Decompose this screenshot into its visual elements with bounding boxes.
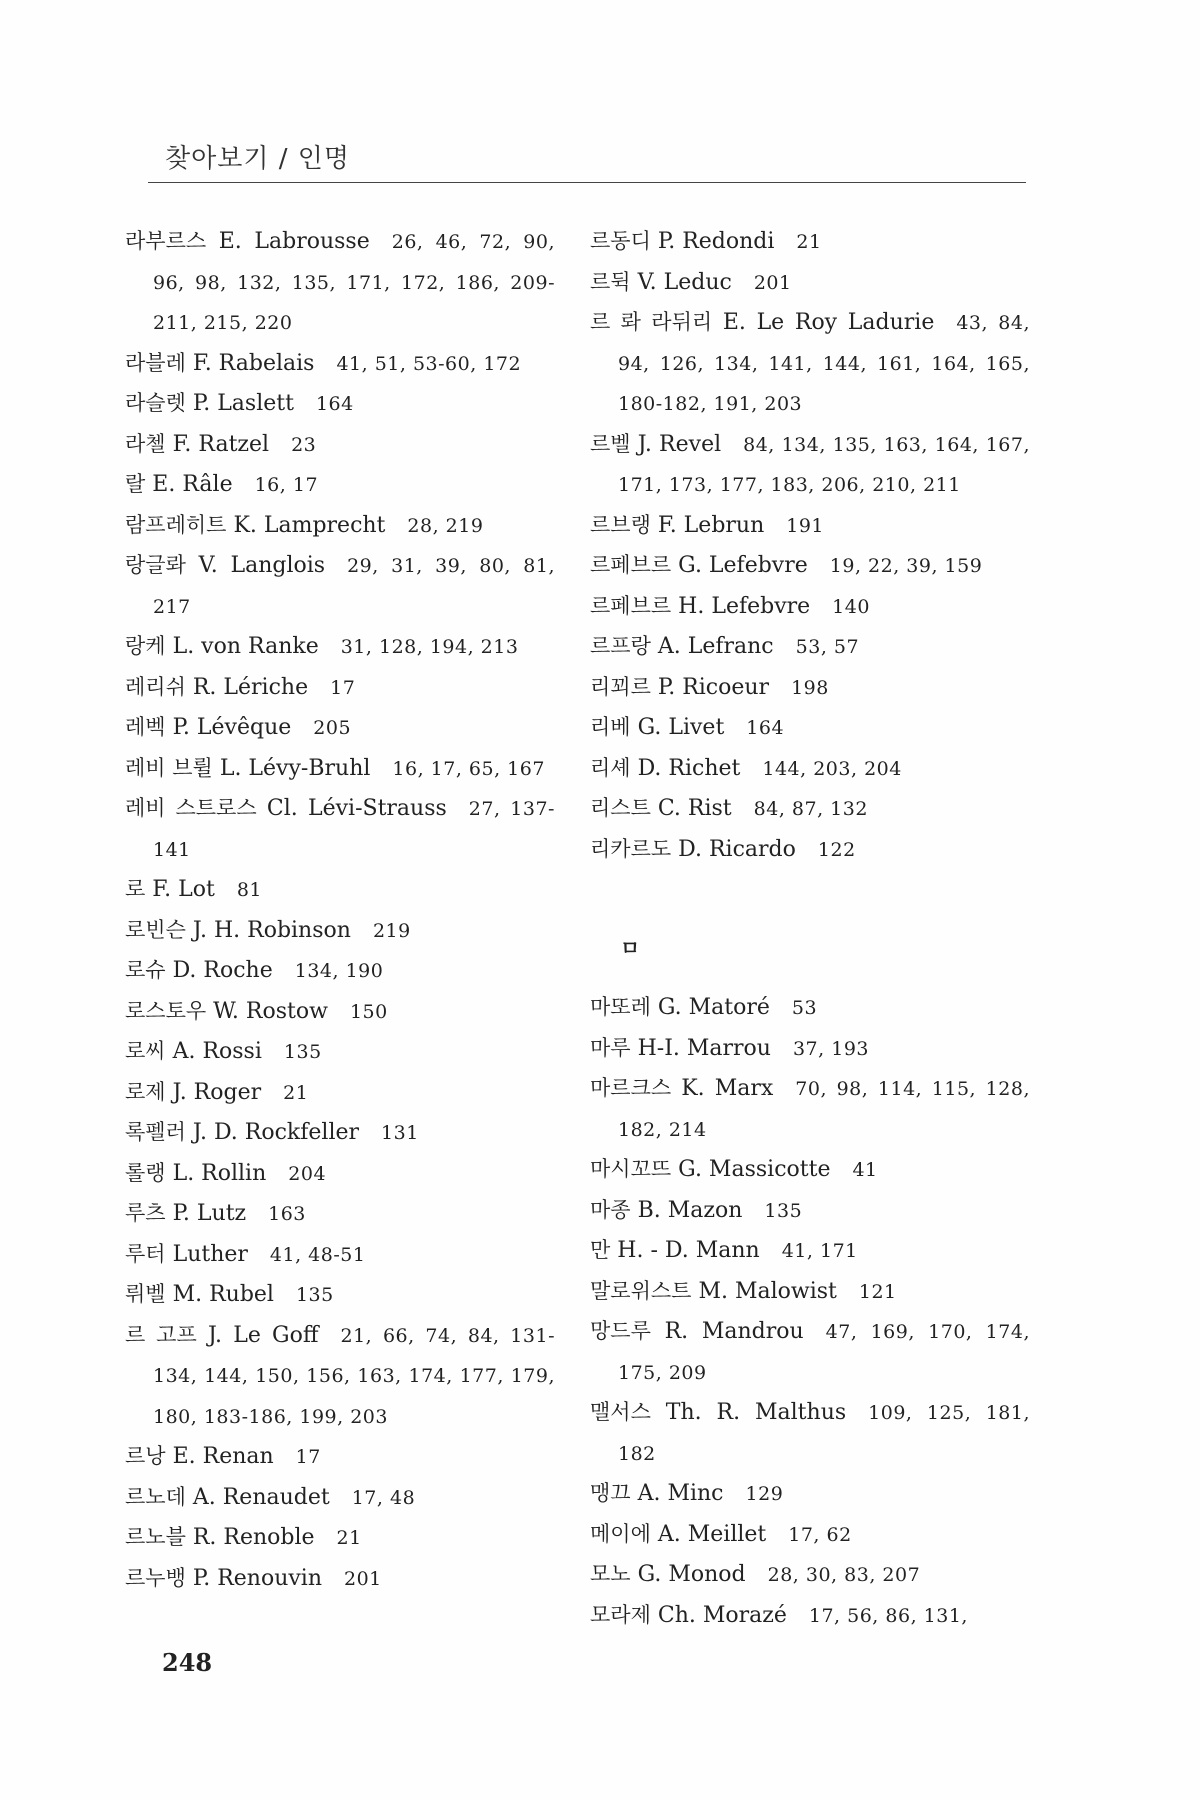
entry-original-name: L. Lévy-Bruhl bbox=[219, 755, 371, 781]
entry-page-refs: 21 bbox=[283, 1081, 309, 1104]
entry-korean-name: 마종 bbox=[590, 1197, 631, 1222]
entry-original-name: H-I. Marrou bbox=[637, 1035, 771, 1061]
index-entry bbox=[590, 506, 1030, 547]
entry-page-refs: 26, 46, 72, 90, 96, 98, 132, 135, 171, 172, 186, 209-211, 215, 220 bbox=[153, 231, 555, 334]
index-entry bbox=[590, 1150, 1030, 1191]
entry-page-refs: 53, 57 bbox=[795, 636, 860, 658]
entry-page-refs: 144, 203, 204 bbox=[762, 757, 902, 780]
entry-page-refs: 135 bbox=[295, 1284, 334, 1306]
entry-original-name: V. Langlois bbox=[198, 553, 326, 578]
entry-korean-name: 마또레 bbox=[590, 995, 651, 1019]
entry-page-refs: 53 bbox=[791, 997, 818, 1019]
entry-page-refs: 129 bbox=[745, 1483, 784, 1505]
index-entry bbox=[590, 1393, 1030, 1474]
entry-korean-name: 리베 bbox=[590, 715, 631, 739]
entry-page-refs: 21 bbox=[336, 1527, 362, 1549]
entry-page-refs: 41 bbox=[852, 1159, 878, 1181]
index-entry bbox=[125, 789, 555, 870]
entry-korean-name: 모라제 bbox=[590, 1602, 651, 1627]
entry-korean-name: 르동디 bbox=[590, 229, 651, 253]
entry-korean-name: 맬서스 bbox=[590, 1400, 651, 1424]
entry-original-name: P. Redondi bbox=[657, 229, 775, 254]
entry-page-refs: 140 bbox=[832, 595, 870, 618]
entry-korean-name: 로스토우 bbox=[125, 998, 207, 1023]
entry-original-name: Th. R. Malthus bbox=[665, 1400, 847, 1425]
index-entry bbox=[590, 303, 1030, 425]
index-entry bbox=[590, 708, 1030, 749]
entry-korean-name: 랄 bbox=[125, 472, 146, 496]
index-entry bbox=[125, 384, 555, 425]
index-entry bbox=[125, 1518, 555, 1559]
entry-page-refs: 164 bbox=[315, 393, 354, 415]
entry-page-refs: 41, 48-51 bbox=[269, 1243, 366, 1266]
index-entry bbox=[590, 546, 1030, 587]
entry-korean-name: 라첼 bbox=[125, 431, 166, 456]
index-entry bbox=[125, 1032, 555, 1073]
index-entry bbox=[125, 222, 555, 344]
index-entry bbox=[125, 627, 555, 668]
entry-original-name: A. Lefranc bbox=[657, 634, 774, 659]
entry-page-refs: 23 bbox=[291, 433, 317, 456]
index-entry bbox=[125, 870, 555, 911]
entry-page-refs: 16, 17 bbox=[254, 474, 319, 496]
entry-original-name: P. Renouvin bbox=[192, 1565, 322, 1591]
entry-page-refs: 27, 137-141 bbox=[153, 798, 555, 861]
entry-korean-name: 마루 bbox=[590, 1035, 631, 1060]
entry-korean-name: 르 롸 라뒤리 bbox=[590, 310, 713, 334]
entry-original-name: Cl. Lévi-Strauss bbox=[266, 796, 447, 821]
index-entry bbox=[125, 1073, 555, 1114]
entry-korean-name: 르낭 bbox=[125, 1444, 166, 1468]
index-entry bbox=[590, 1272, 1030, 1313]
index-entry bbox=[125, 465, 555, 506]
index-entry bbox=[125, 546, 555, 627]
entry-original-name: P. Laslett bbox=[192, 391, 294, 416]
entry-original-name: W. Rostow bbox=[213, 998, 328, 1024]
entry-original-name: A. Meillet bbox=[657, 1521, 767, 1547]
entry-korean-name: 르페브르 bbox=[590, 593, 672, 618]
index-entry bbox=[125, 1154, 555, 1195]
index-entry bbox=[125, 1478, 555, 1519]
entry-korean-name: 레벡 bbox=[125, 715, 166, 739]
index-entry bbox=[590, 1191, 1030, 1232]
entry-original-name: R. Renoble bbox=[192, 1525, 315, 1550]
entry-page-refs: 84, 134, 135, 163, 164, 167, 171, 173, 177, 183, 206, 210, 211 bbox=[618, 433, 1030, 496]
index-entry bbox=[125, 1194, 555, 1235]
index-entry bbox=[590, 425, 1030, 506]
entry-page-refs: 219 bbox=[372, 919, 411, 942]
entry-page-refs: 204 bbox=[288, 1162, 327, 1185]
entry-original-name: J. Le Goff bbox=[207, 1322, 319, 1348]
entry-original-name: Luther bbox=[172, 1241, 248, 1267]
entry-korean-name: 라부르스 bbox=[125, 229, 207, 253]
entry-korean-name: 뤼벨 bbox=[125, 1282, 166, 1306]
entry-korean-name: 라블레 bbox=[125, 350, 186, 375]
entry-korean-name: 레리쉬 bbox=[125, 674, 186, 699]
entry-korean-name: 로 bbox=[125, 877, 146, 901]
index-entry bbox=[590, 1312, 1030, 1393]
entry-page-refs: 19, 22, 39, 159 bbox=[829, 555, 983, 577]
entry-original-name: D. Ricardo bbox=[678, 836, 796, 862]
entry-page-refs: 31, 128, 194, 213 bbox=[340, 636, 519, 658]
entry-korean-name: 르브랭 bbox=[590, 512, 651, 537]
entry-original-name: M. Malowist bbox=[698, 1278, 837, 1304]
entry-original-name: C. Rist bbox=[657, 796, 732, 821]
entry-original-name: M. Rubel bbox=[172, 1282, 274, 1307]
page-title: 찾아보기 / 인명 bbox=[165, 144, 350, 174]
index-entry bbox=[590, 1474, 1030, 1515]
entry-original-name: L. Rollin bbox=[172, 1160, 267, 1186]
entry-korean-name: 록펠러 bbox=[125, 1120, 186, 1144]
entry-korean-name: 르뒥 bbox=[590, 269, 631, 294]
entry-page-refs: 164 bbox=[746, 717, 785, 739]
entry-korean-name: 리꾀르 bbox=[590, 674, 651, 699]
entry-korean-name: 르페브르 bbox=[590, 553, 672, 577]
index-entry bbox=[125, 1559, 555, 1600]
entry-korean-name: 르노블 bbox=[125, 1525, 186, 1549]
entry-page-refs: 150 bbox=[349, 1000, 388, 1023]
index-group-r bbox=[590, 222, 1030, 870]
index-entry bbox=[590, 587, 1030, 628]
index-group-m bbox=[590, 988, 1030, 1636]
page-number: 248 bbox=[162, 1648, 213, 1677]
entry-korean-name: 레비 스트로스 bbox=[125, 796, 257, 820]
entry-page-refs: 201 bbox=[344, 1567, 382, 1590]
entry-korean-name: 마시꼬뜨 bbox=[590, 1157, 672, 1181]
entry-original-name: J. D. Rockfeller bbox=[192, 1120, 360, 1145]
index-entry bbox=[590, 988, 1030, 1029]
entry-original-name: J. Roger bbox=[172, 1079, 262, 1105]
index-entry bbox=[590, 1029, 1030, 1070]
entry-page-refs: 84, 87, 132 bbox=[753, 798, 868, 820]
index-column-left bbox=[125, 222, 555, 1599]
entry-original-name: A. Minc bbox=[637, 1481, 724, 1506]
index-entry bbox=[590, 1231, 1030, 1272]
entry-original-name: K. Marx bbox=[681, 1076, 774, 1101]
entry-page-refs: 16, 17, 65, 167 bbox=[392, 757, 545, 780]
entry-page-refs: 198 bbox=[791, 676, 829, 699]
index-entry bbox=[590, 263, 1030, 304]
entry-korean-name: 메이에 bbox=[590, 1521, 651, 1546]
index-entry bbox=[125, 1113, 555, 1154]
entry-page-refs: 17 bbox=[330, 676, 356, 699]
entry-korean-name: 맹끄 bbox=[590, 1481, 631, 1505]
entry-original-name: H. - D. Mann bbox=[617, 1238, 760, 1263]
entry-korean-name: 랑케 bbox=[125, 634, 166, 658]
entry-original-name: E. Râle bbox=[152, 472, 233, 497]
entry-page-refs: 135 bbox=[764, 1199, 803, 1222]
header-rule bbox=[148, 182, 1026, 183]
entry-korean-name: 르누뱅 bbox=[125, 1565, 186, 1590]
index-entry bbox=[590, 1069, 1030, 1150]
entry-korean-name: 말로위스트 bbox=[590, 1278, 692, 1303]
entry-page-refs: 81 bbox=[236, 879, 263, 901]
entry-original-name: E. Renan bbox=[172, 1444, 274, 1469]
index-entry bbox=[590, 830, 1030, 871]
index-entry bbox=[125, 1437, 555, 1478]
entry-korean-name: 라슬렛 bbox=[125, 391, 186, 415]
entry-original-name: G. Livet bbox=[637, 715, 725, 740]
entry-page-refs: 134, 190 bbox=[294, 960, 384, 982]
entry-page-refs: 131 bbox=[381, 1122, 419, 1144]
index-entry bbox=[590, 222, 1030, 263]
entry-page-refs: 41, 171 bbox=[781, 1240, 858, 1262]
entry-page-refs: 135 bbox=[283, 1041, 322, 1063]
entry-korean-name: 망드루 bbox=[590, 1319, 651, 1343]
entry-page-refs: 29, 31, 39, 80, 81, 217 bbox=[153, 555, 555, 618]
entry-original-name: F. Rabelais bbox=[192, 350, 315, 376]
entry-original-name: G. Massicotte bbox=[678, 1157, 831, 1182]
index-entry bbox=[125, 1275, 555, 1316]
entry-page-refs: 17 bbox=[295, 1446, 321, 1468]
entry-original-name: J. Revel bbox=[637, 431, 722, 457]
entry-original-name: E. Le Roy Ladurie bbox=[722, 310, 935, 335]
entry-original-name: F. Ratzel bbox=[172, 431, 270, 457]
entry-original-name: P. Ricoeur bbox=[657, 674, 770, 700]
entry-original-name: A. Renaudet bbox=[192, 1484, 330, 1510]
index-entry bbox=[590, 1515, 1030, 1556]
index-entry bbox=[125, 1316, 555, 1438]
index-entry bbox=[590, 668, 1030, 709]
entry-original-name: P. Lutz bbox=[172, 1201, 247, 1226]
entry-korean-name: 마르크스 bbox=[590, 1076, 672, 1100]
entry-page-refs: 122 bbox=[817, 838, 856, 861]
entry-korean-name: 로슈 bbox=[125, 958, 166, 982]
index-entry bbox=[125, 668, 555, 709]
entry-original-name: D. Roche bbox=[172, 958, 273, 983]
entry-page-refs: 205 bbox=[313, 717, 352, 739]
entry-original-name: R. Mandrou bbox=[664, 1319, 804, 1344]
entry-korean-name: 루터 bbox=[125, 1241, 166, 1266]
entry-page-refs: 121 bbox=[858, 1280, 897, 1303]
index-entry bbox=[125, 425, 555, 466]
entry-page-refs: 41, 51, 53-60, 172 bbox=[336, 352, 522, 375]
index-entry bbox=[590, 627, 1030, 668]
entry-page-refs: 28, 30, 83, 207 bbox=[767, 1564, 921, 1586]
index-entry bbox=[125, 749, 555, 790]
index-column-right bbox=[590, 222, 1030, 1636]
index-entry bbox=[125, 951, 555, 992]
index-entry bbox=[590, 1555, 1030, 1596]
index-entry bbox=[125, 344, 555, 385]
entry-page-refs: 201 bbox=[753, 271, 792, 294]
entry-korean-name: 로씨 bbox=[125, 1039, 166, 1063]
entry-original-name: G. Monod bbox=[637, 1562, 746, 1587]
entry-korean-name: 로제 bbox=[125, 1079, 166, 1104]
entry-original-name: D. Richet bbox=[637, 755, 741, 781]
entry-korean-name: 루츠 bbox=[125, 1201, 166, 1225]
entry-original-name: F. Lot bbox=[152, 877, 215, 902]
entry-page-refs: 43, 84, 94, 126, 134, 141, 144, 161, 164, 165, 180-182, 191, 203 bbox=[618, 312, 1030, 415]
entry-original-name: V. Leduc bbox=[637, 269, 732, 295]
entry-korean-name: 르 고프 bbox=[125, 1322, 197, 1347]
entry-original-name: L. von Ranke bbox=[172, 634, 319, 659]
entry-page-refs: 47, 169, 170, 174, 175, 209 bbox=[618, 1321, 1030, 1384]
entry-korean-name: 모노 bbox=[590, 1562, 631, 1586]
entry-original-name: H. Lefebvre bbox=[678, 593, 811, 619]
entry-page-refs: 17, 56, 86, 131, bbox=[808, 1604, 968, 1627]
entry-korean-name: 르노데 bbox=[125, 1484, 186, 1509]
entry-korean-name: 람프레히트 bbox=[125, 512, 227, 537]
entry-original-name: K. Lamprecht bbox=[233, 512, 386, 538]
entry-original-name: A. Rossi bbox=[172, 1039, 262, 1064]
index-entry bbox=[125, 1235, 555, 1276]
entry-korean-name: 만 bbox=[590, 1238, 611, 1262]
entry-korean-name: 르벨 bbox=[590, 431, 631, 456]
entry-original-name: B. Mazon bbox=[637, 1197, 743, 1223]
entry-page-refs: 70, 98, 114, 115, 128, 182, 214 bbox=[618, 1078, 1030, 1141]
entry-original-name: E. Labrousse bbox=[218, 229, 370, 254]
entry-page-refs: 37, 193 bbox=[792, 1037, 869, 1060]
entry-korean-name: 로빈슨 bbox=[125, 917, 186, 942]
index-entry bbox=[590, 749, 1030, 790]
entry-korean-name: 리셰 bbox=[590, 755, 631, 780]
entry-korean-name: 레비 브륄 bbox=[125, 755, 213, 780]
index-entry bbox=[125, 992, 555, 1033]
entry-original-name: G. Lefebvre bbox=[678, 553, 808, 578]
entry-page-refs: 21, 66, 74, 84, 131-134, 144, 150, 156, 163, 174, 177, 179, 180, 183-186, 199, 203 bbox=[153, 1324, 555, 1428]
entry-page-refs: 17, 62 bbox=[788, 1523, 852, 1546]
entry-original-name: J. H. Robinson bbox=[192, 917, 351, 943]
index-entry bbox=[125, 506, 555, 547]
entry-korean-name: 랑글롸 bbox=[125, 553, 186, 577]
entry-original-name: P. Lévêque bbox=[172, 715, 292, 740]
entry-original-name: Ch. Morazé bbox=[657, 1602, 787, 1628]
entry-korean-name: 리카르도 bbox=[590, 836, 672, 861]
entry-page-refs: 28, 219 bbox=[407, 514, 484, 537]
entry-korean-name: 르프랑 bbox=[590, 634, 651, 658]
entry-page-refs: 191 bbox=[786, 514, 825, 537]
entry-page-refs: 21 bbox=[796, 231, 822, 253]
entry-original-name: R. Lériche bbox=[192, 674, 309, 700]
entry-korean-name: 리스트 bbox=[590, 796, 651, 820]
entry-original-name: F. Lebrun bbox=[657, 512, 765, 538]
entry-original-name: G. Matoré bbox=[657, 995, 770, 1020]
index-entry bbox=[590, 789, 1030, 830]
entry-page-refs: 163 bbox=[268, 1203, 306, 1225]
entry-page-refs: 17, 48 bbox=[351, 1486, 416, 1509]
index-entry bbox=[590, 1596, 1030, 1637]
section-heading-m: ㅁ bbox=[620, 936, 640, 960]
index-entry bbox=[125, 708, 555, 749]
entry-korean-name: 롤랭 bbox=[125, 1160, 166, 1185]
index-entry bbox=[125, 911, 555, 952]
entry-page-refs: 109, 125, 181, 182 bbox=[618, 1402, 1030, 1465]
